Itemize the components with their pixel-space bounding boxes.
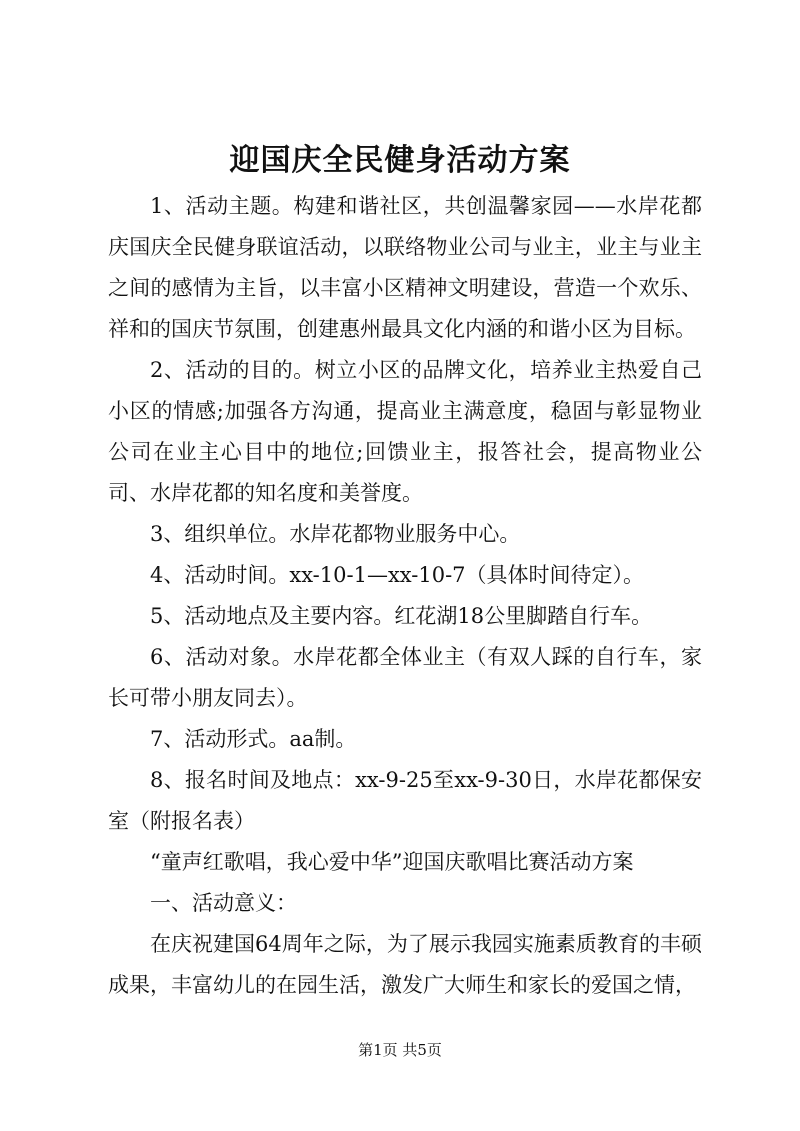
- paragraph-activity-theme: 1、活动主题。构建和谐社区，共创温馨家园——水岸花都庆国庆全民健身联谊活动，以联络物业公司与业主，业主与业主之间的感情为主旨，以丰富小区精神文明建设，营造一个欢乐、祥和的国庆节氛围，创建惠州最具文化内涵的和谐小区为目标。: [108, 194, 702, 341]
- paragraph-significance: 在庆祝建国64周年之际，为了展示我园实施素质教育的丰硕成果，丰富幼儿的在园生活，激发广大师生和家长的爱国之情，: [108, 932, 702, 997]
- page-footer: 第1页 共5页: [358, 1041, 442, 1059]
- paragraph-activity-participants: 6、活动对象。水岸花都全体业主（有双人踩的自行车，家长可带小朋友同去）。: [108, 645, 702, 710]
- paragraph-activity-purpose: 2、活动的目的。树立小区的品牌文化，培养业主热爱自己小区的情感;加强各方沟通，提高业主满意度，稳固与彰显物业公司在业主心目中的地位;回馈业主，报答社会，提高物业公司、水岸花都的知名度和美誉度。: [108, 358, 702, 505]
- document-body: [108, 186, 702, 1006]
- paragraph-activity-time: 4、活动时间。xx-10-1—xx-10-7（具体时间待定）。: [150, 563, 645, 587]
- paragraph-registration: 8、报名时间及地点：xx-9-25至xx-9-30日，水岸花都保安室（附报名表）: [108, 768, 702, 833]
- paragraph-activity-format: 7、活动形式。aa制。: [150, 727, 357, 751]
- section-heading-significance: 一、活动意义：: [150, 891, 297, 915]
- paragraph-activity-location: 5、活动地点及主要内容。红花湖18公里脚踏自行车。: [150, 604, 653, 628]
- document-title: 迎国庆全民健身活动方案: [229, 143, 571, 178]
- second-plan-title: “童声红歌唱，我心爱中华”迎国庆歌唱比赛活动方案: [150, 850, 634, 874]
- paragraph-organizer: 3、组织单位。水岸花都物业服务中心。: [150, 522, 521, 546]
